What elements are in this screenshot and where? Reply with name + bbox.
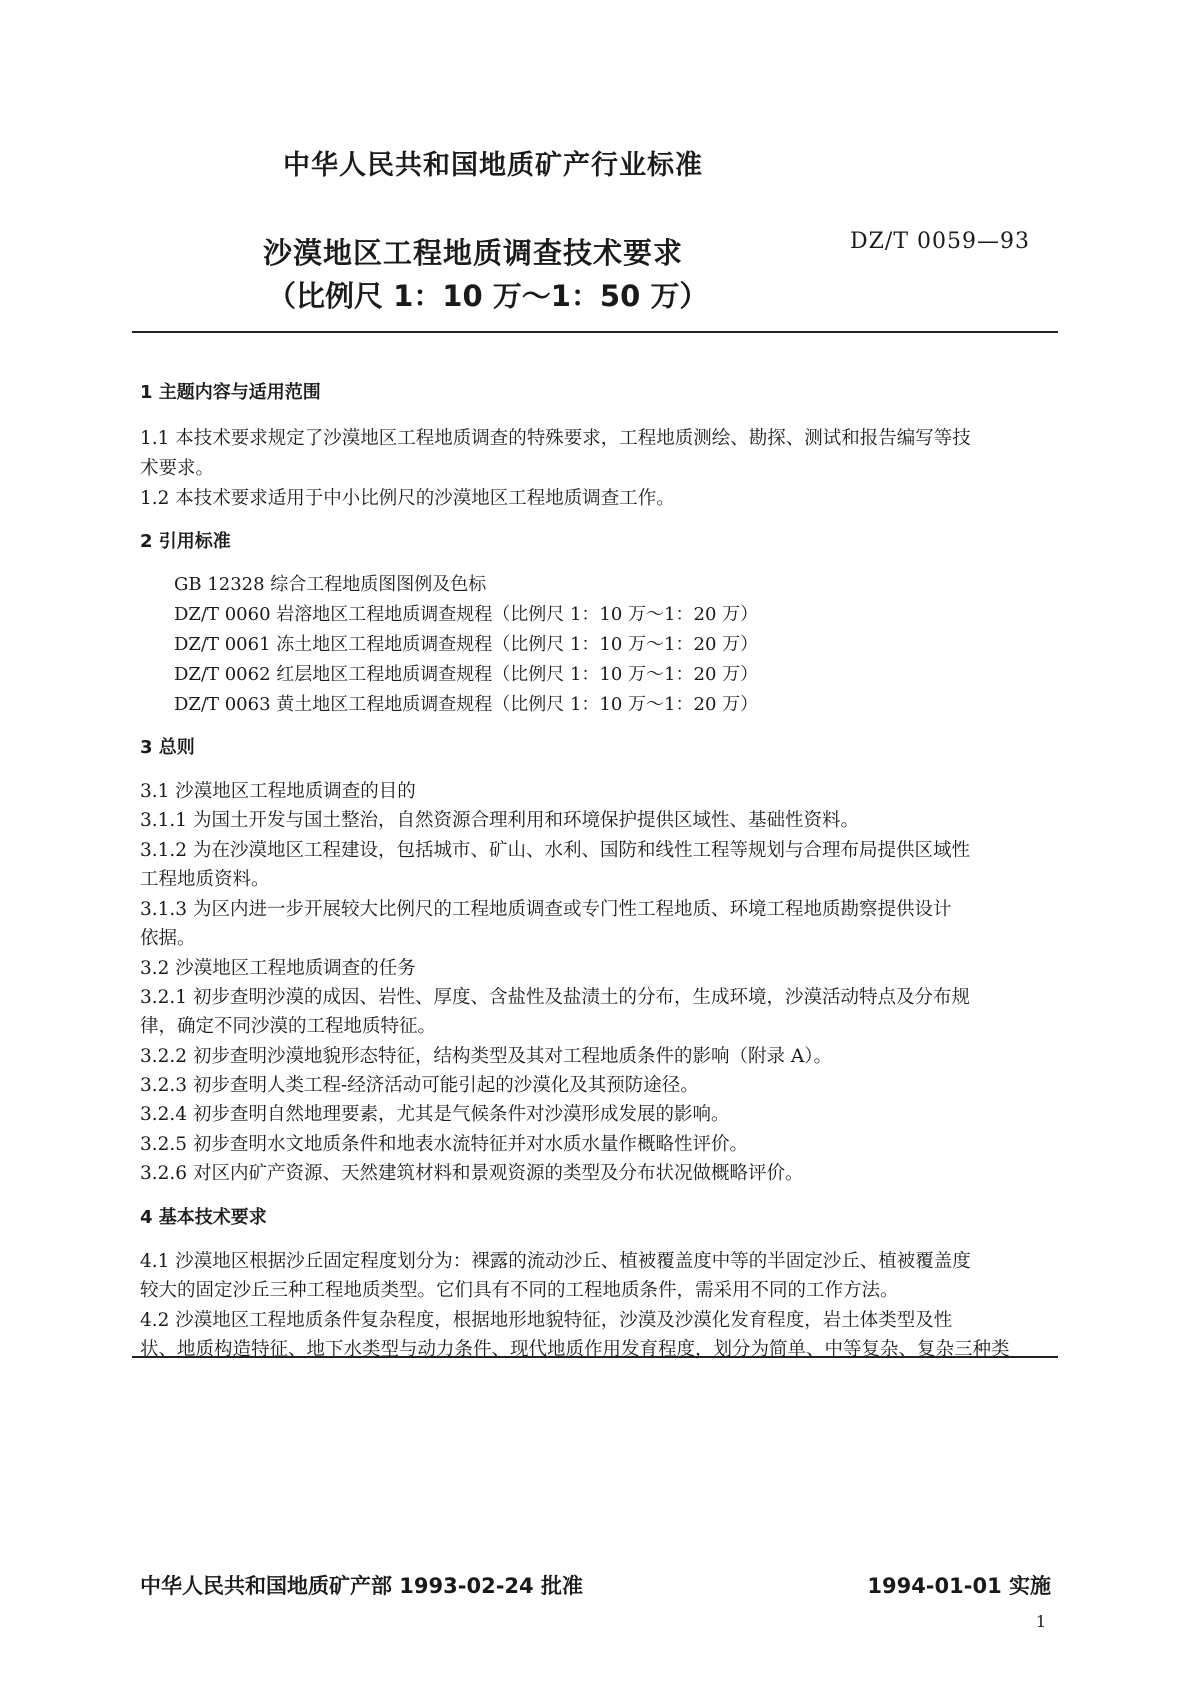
- page-number: 1: [1035, 1612, 1046, 1631]
- clause-3-1-3-line2: 依据。: [140, 928, 196, 949]
- effective-date: 1994-01-01 实施: [867, 1574, 1051, 1598]
- clause-3-2-2: 3.2.2 初步查明沙漠地貌形态特征，结构类型及其对工程地质条件的影响（附录 A）。: [140, 1046, 832, 1067]
- clause-3-2-6: 3.2.6 对区内矿产资源、天然建筑材料和景观资源的类型及分布状况做概略评价。: [140, 1163, 804, 1184]
- clause-4-1-line1: 4.1 沙漠地区根据沙丘固定程度划分为：裸露的流动沙丘、植被覆盖度中等的半固定沙丘、植被覆盖度: [140, 1251, 971, 1272]
- clause-3-1-3-line1: 3.1.3 为区内进一步开展较大比例尺的工程地质调查或专门性工程地质、环境工程地质勘察提供设计: [140, 899, 952, 920]
- org-standard-heading: 中华人民共和国地质矿产行业标准: [283, 150, 703, 181]
- clause-3-1: 3.1 沙漠地区工程地质调查的目的: [140, 781, 416, 802]
- reference-item: GB 12328 综合工程地质图图例及色标: [174, 574, 487, 595]
- reference-item: DZ/T 0062 红层地区工程地质调查规程（比例尺 1：10 万～1：20 万）: [174, 664, 759, 685]
- section-2-heading: 2 引用标准: [140, 531, 231, 552]
- clause-3-1-2-line2: 工程地质资料。: [140, 869, 270, 890]
- document-title: 沙漠地区工程地质调查技术要求: [263, 236, 684, 270]
- clause-3-2-4: 3.2.4 初步查明自然地理要素，尤其是气候条件对沙漠形成发展的影响。: [140, 1104, 730, 1125]
- clause-3-2-5: 3.2.5 初步查明水文地质条件和地表水流特征并对水质水量作概略性评价。: [140, 1134, 748, 1155]
- clause-1-1-line1: 1.1 本技术要求规定了沙漠地区工程地质调查的特殊要求，工程地质测绘、勘探、测试和报告编写等技: [140, 428, 971, 449]
- section-1-heading: 1 主题内容与适用范围: [140, 382, 321, 403]
- clause-3-1-2-line1: 3.1.2 为在沙漠地区工程建设，包括城市、矿山、水利、国防和线性工程等规划与合理布局提供区域性: [140, 840, 970, 861]
- clause-4-2-line1: 4.2 沙漠地区工程地质条件复杂程度，根据地形地貌特征，沙漠及沙漠化发育程度，岩土体类型及性: [140, 1310, 953, 1331]
- reference-item: DZ/T 0060 岩溶地区工程地质调查规程（比例尺 1：10 万～1：20 万）: [174, 604, 759, 625]
- section-4-heading: 4 基本技术要求: [140, 1207, 267, 1228]
- clause-1-2: 1.2 本技术要求适用于中小比例尺的沙漠地区工程地质调查工作。: [140, 488, 675, 509]
- clause-1-1-line2: 术要求。: [140, 458, 215, 479]
- approval-statement: 中华人民共和国地质矿产部 1993-02-24 批准: [140, 1574, 583, 1598]
- clause-3-2-1-line2: 律，确定不同沙漠的工程地质特征。: [140, 1016, 437, 1037]
- reference-item: DZ/T 0061 冻土地区工程地质调查规程（比例尺 1：10 万～1：20 万）: [174, 634, 759, 655]
- clause-4-1-line2: 较大的固定沙丘三种工程地质类型。它们具有不同的工程地质条件，需采用不同的工作方法。: [140, 1280, 899, 1301]
- section-3-heading: 3 总则: [140, 737, 195, 758]
- document-subtitle: （比例尺 1：10 万～1：50 万）: [267, 279, 709, 313]
- clause-3-2-3: 3.2.3 初步查明人类工程-经济活动可能引起的沙漠化及其预防途径。: [140, 1075, 699, 1096]
- clause-3-2: 3.2 沙漠地区工程地质调查的任务: [140, 958, 416, 979]
- footer-divider: [132, 1356, 1058, 1358]
- reference-item: DZ/T 0063 黄土地区工程地质调查规程（比例尺 1：10 万～1：20 万）: [174, 694, 759, 715]
- clause-3-2-1-line1: 3.2.1 初步查明沙漠的成因、岩性、厚度、含盐性及盐渍土的分布，生成环境，沙漠活动特点及分布规: [140, 987, 970, 1008]
- clause-4-2-line2: 状、地质构造特征、地下水类型与动力条件、现代地质作用发育程度，划分为简单、中等复杂、复杂三种类: [140, 1339, 1010, 1360]
- header-divider: [132, 331, 1058, 333]
- clause-3-1-1: 3.1.1 为国土开发与国土整治，自然资源合理利用和环境保护提供区域性、基础性资料。: [140, 810, 859, 831]
- standard-code: DZ/T 0059—93: [850, 229, 1030, 254]
